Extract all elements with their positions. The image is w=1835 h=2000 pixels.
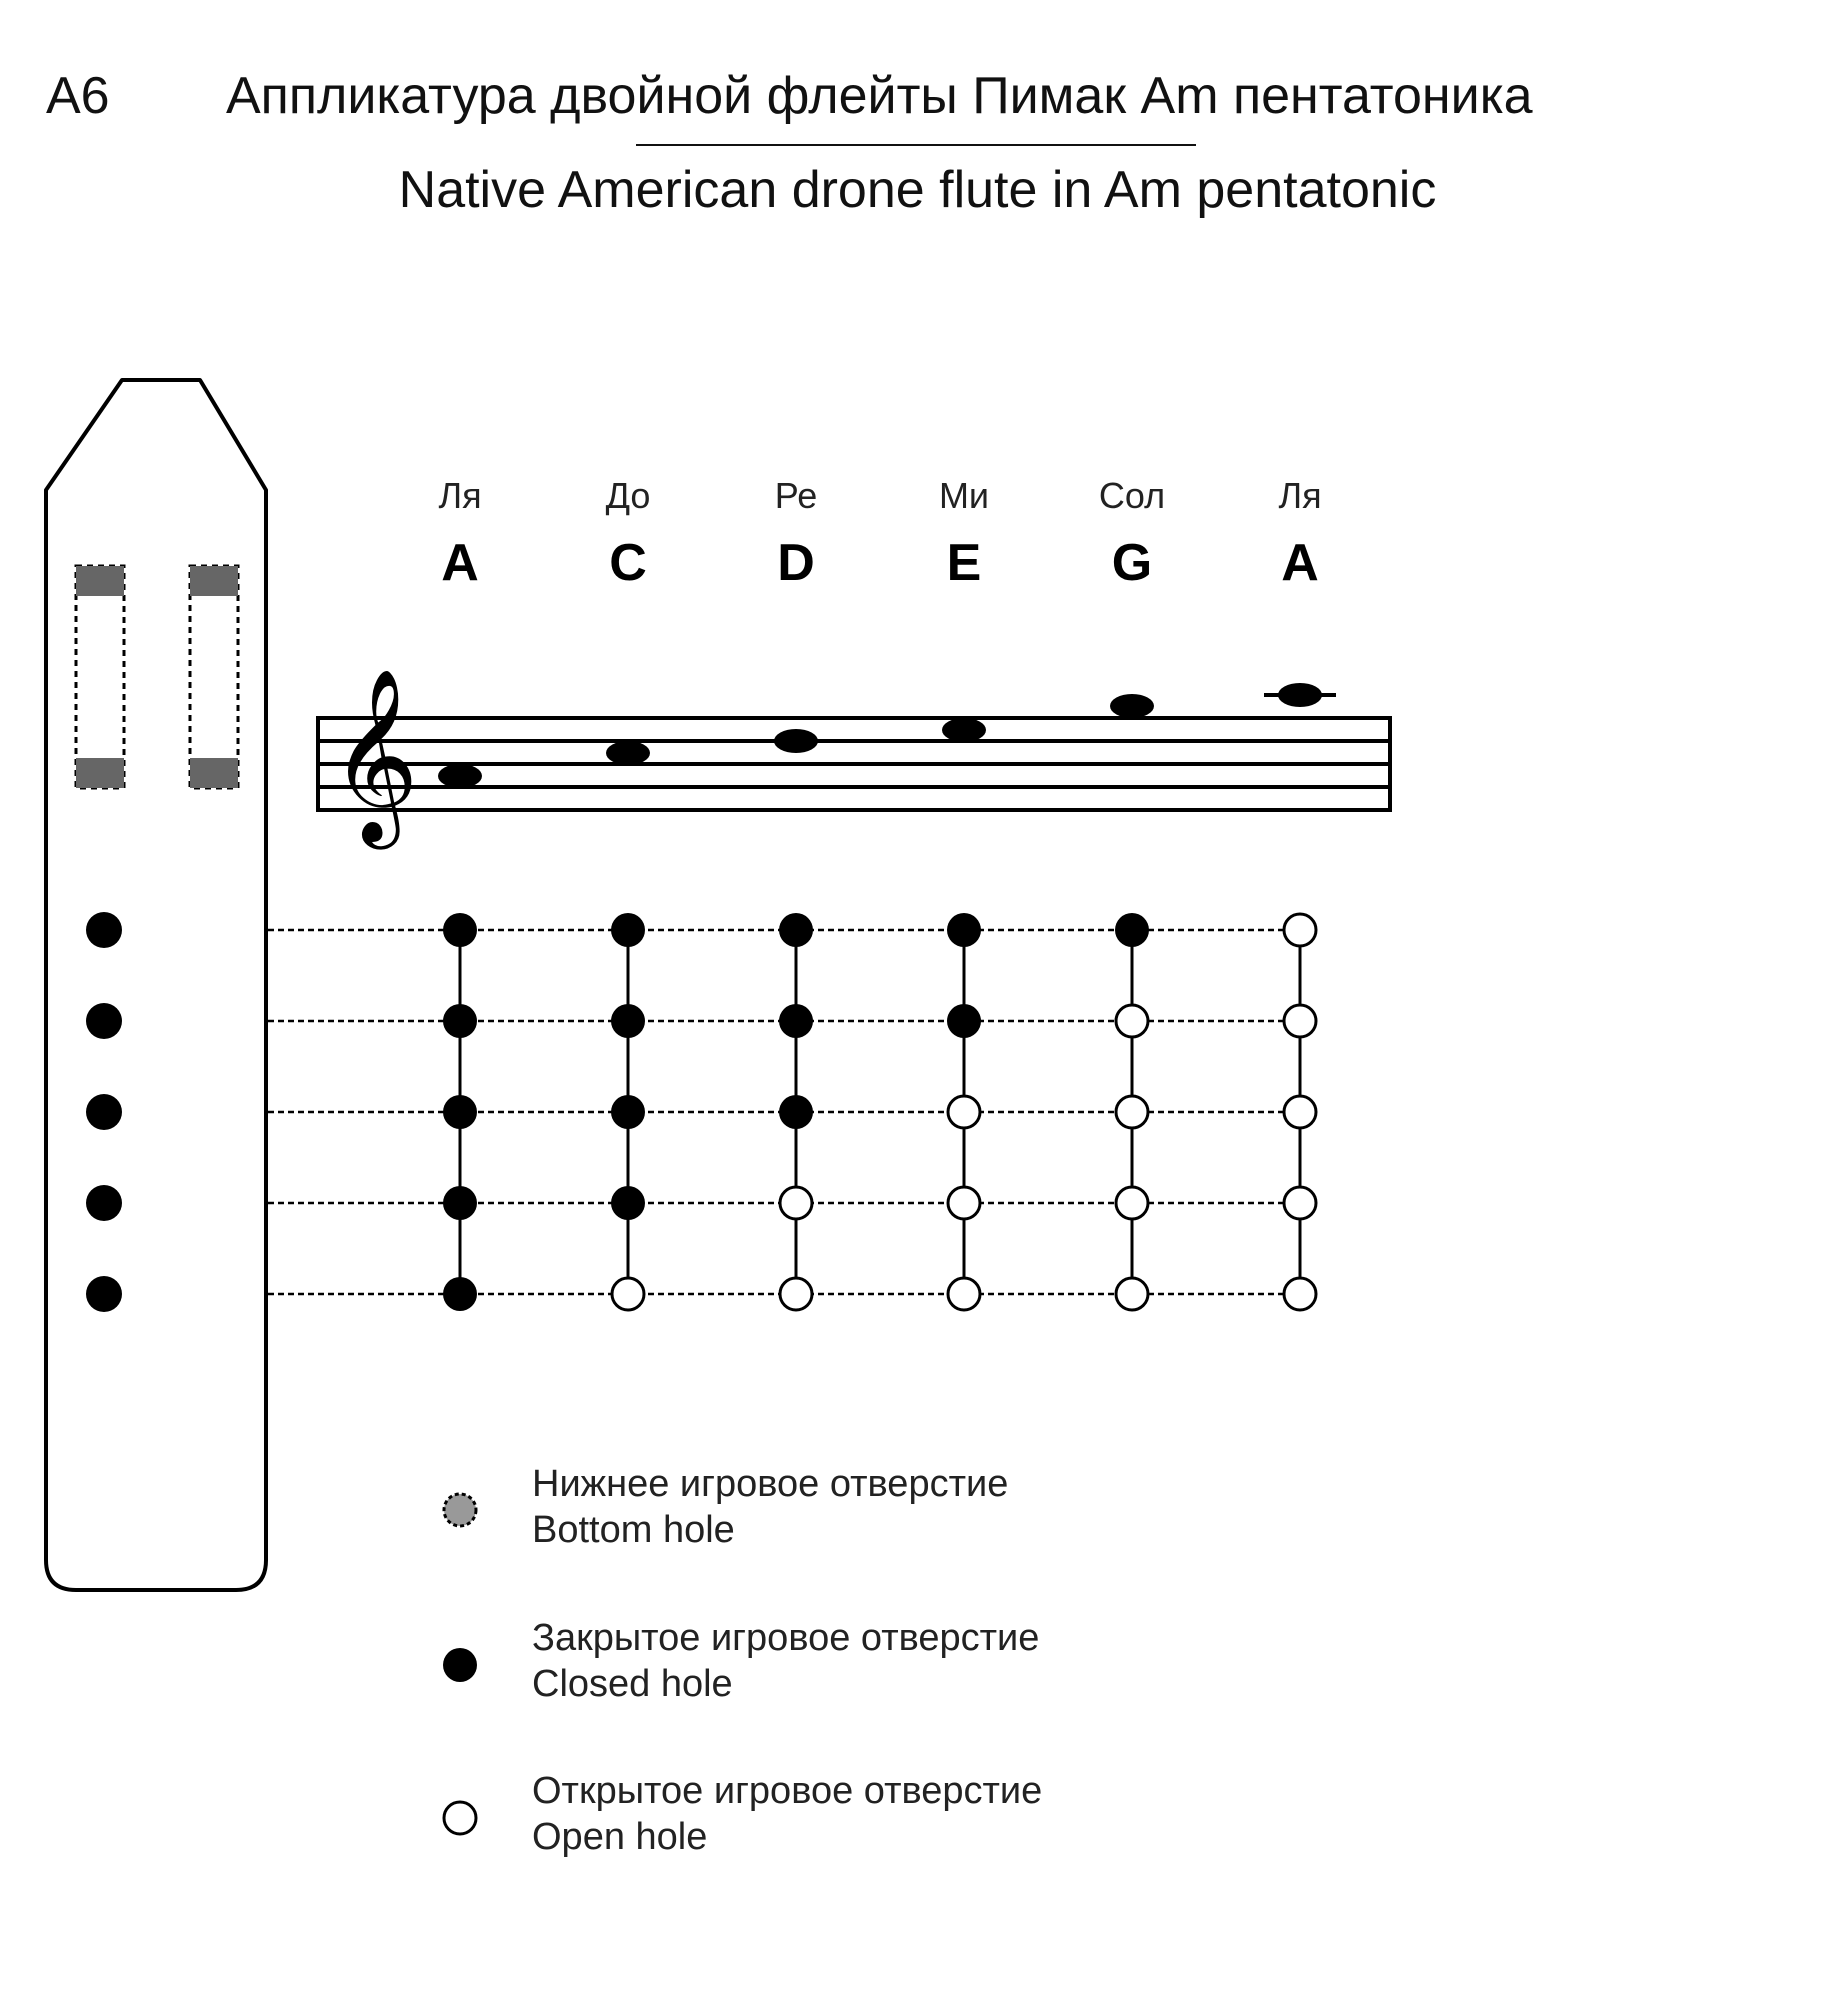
open-hole-icon (1116, 1005, 1148, 1037)
legend-open-ru: Открытое игровое отверстие (532, 1770, 1043, 1812)
closed-hole-icon (779, 1095, 813, 1129)
open-hole-icon (1284, 1187, 1316, 1219)
open-hole-icon (1116, 1187, 1148, 1219)
bottom-hole-icon (444, 1494, 476, 1526)
staff-notes (438, 683, 1336, 788)
note-label-ru: Сол (1098, 475, 1166, 516)
title-russian: Аппликатура двойной флейты Пимак Am пентатоника (226, 67, 1533, 125)
sheet-code: A6 (46, 67, 110, 125)
closed-hole-icon (443, 1186, 477, 1220)
open-hole-icon (1284, 914, 1316, 946)
legend-bottom-en: Bottom hole (532, 1509, 735, 1551)
note-label-en: A (441, 534, 479, 592)
open-hole-icon (1116, 1096, 1148, 1128)
closed-hole-icon (611, 1186, 645, 1220)
note-label-ru: Ре (774, 475, 818, 516)
open-hole-icon (1284, 1005, 1316, 1037)
staff-note-g (1110, 694, 1154, 718)
open-hole-icon (1284, 1278, 1316, 1310)
fingering-column-5 (1115, 913, 1149, 1310)
note-label-ru: Ми (938, 475, 990, 516)
flute-hole-2 (86, 1003, 122, 1039)
flute-body (46, 380, 266, 1590)
flute-hole-5 (86, 1276, 122, 1312)
note-label-en: E (946, 534, 982, 592)
legend (443, 1463, 1042, 1858)
open-hole-icon (780, 1278, 812, 1310)
treble-clef-icon: 𝄞 (330, 668, 419, 842)
note-labels (438, 475, 1321, 592)
legend-open-en: Open hole (532, 1816, 708, 1858)
flute-hole-1 (86, 912, 122, 948)
title-english: Native American drone flute in Am pentatonic (398, 161, 1437, 219)
fingering-column-1 (443, 913, 477, 1311)
closed-hole-icon (443, 1648, 477, 1682)
open-hole-icon (948, 1278, 980, 1310)
staff-note-d (774, 729, 818, 753)
note-label-en: D (777, 534, 815, 592)
open-hole-icon (444, 1802, 476, 1834)
closed-hole-icon (443, 913, 477, 947)
open-hole-icon (948, 1187, 980, 1219)
note-label-en: G (1111, 534, 1153, 592)
open-hole-icon (948, 1096, 980, 1128)
staff-note-a (438, 764, 482, 788)
note-label-ru: Ля (1278, 475, 1322, 516)
open-hole-icon (612, 1278, 644, 1310)
note-label-en: A (1281, 534, 1319, 592)
closed-hole-icon (947, 1004, 981, 1038)
flute-hole-4 (86, 1185, 122, 1221)
open-hole-icon (1116, 1278, 1148, 1310)
legend-closed-en: Closed hole (532, 1663, 733, 1705)
staff-note-a (1278, 683, 1322, 707)
closed-hole-icon (443, 1004, 477, 1038)
legend-bottom-ru: Нижнее игровое отверстие (532, 1463, 1009, 1505)
fingering-column-2 (611, 913, 645, 1310)
fingering-column-4 (947, 913, 981, 1310)
open-hole-icon (780, 1187, 812, 1219)
music-staff (318, 668, 1390, 850)
closed-hole-icon (611, 1004, 645, 1038)
note-label-en: C (609, 534, 647, 592)
note-label-ru: Ля (438, 475, 482, 516)
fingering-column-6 (1284, 914, 1316, 1310)
flute-hole-3 (86, 1094, 122, 1130)
closed-hole-icon (947, 913, 981, 947)
closed-hole-icon (611, 1095, 645, 1129)
closed-hole-icon (611, 913, 645, 947)
legend-closed-ru: Закрытое игровое отверстие (532, 1617, 1040, 1659)
fingering-column-3 (779, 913, 813, 1310)
staff-note-e (942, 718, 986, 742)
closed-hole-icon (1115, 913, 1149, 947)
open-hole-icon (1284, 1096, 1316, 1128)
staff-note-c (606, 741, 650, 765)
note-label-ru: До (605, 475, 651, 516)
closed-hole-icon (779, 1004, 813, 1038)
closed-hole-icon (443, 1277, 477, 1311)
closed-hole-icon (779, 913, 813, 947)
closed-hole-icon (443, 1095, 477, 1129)
